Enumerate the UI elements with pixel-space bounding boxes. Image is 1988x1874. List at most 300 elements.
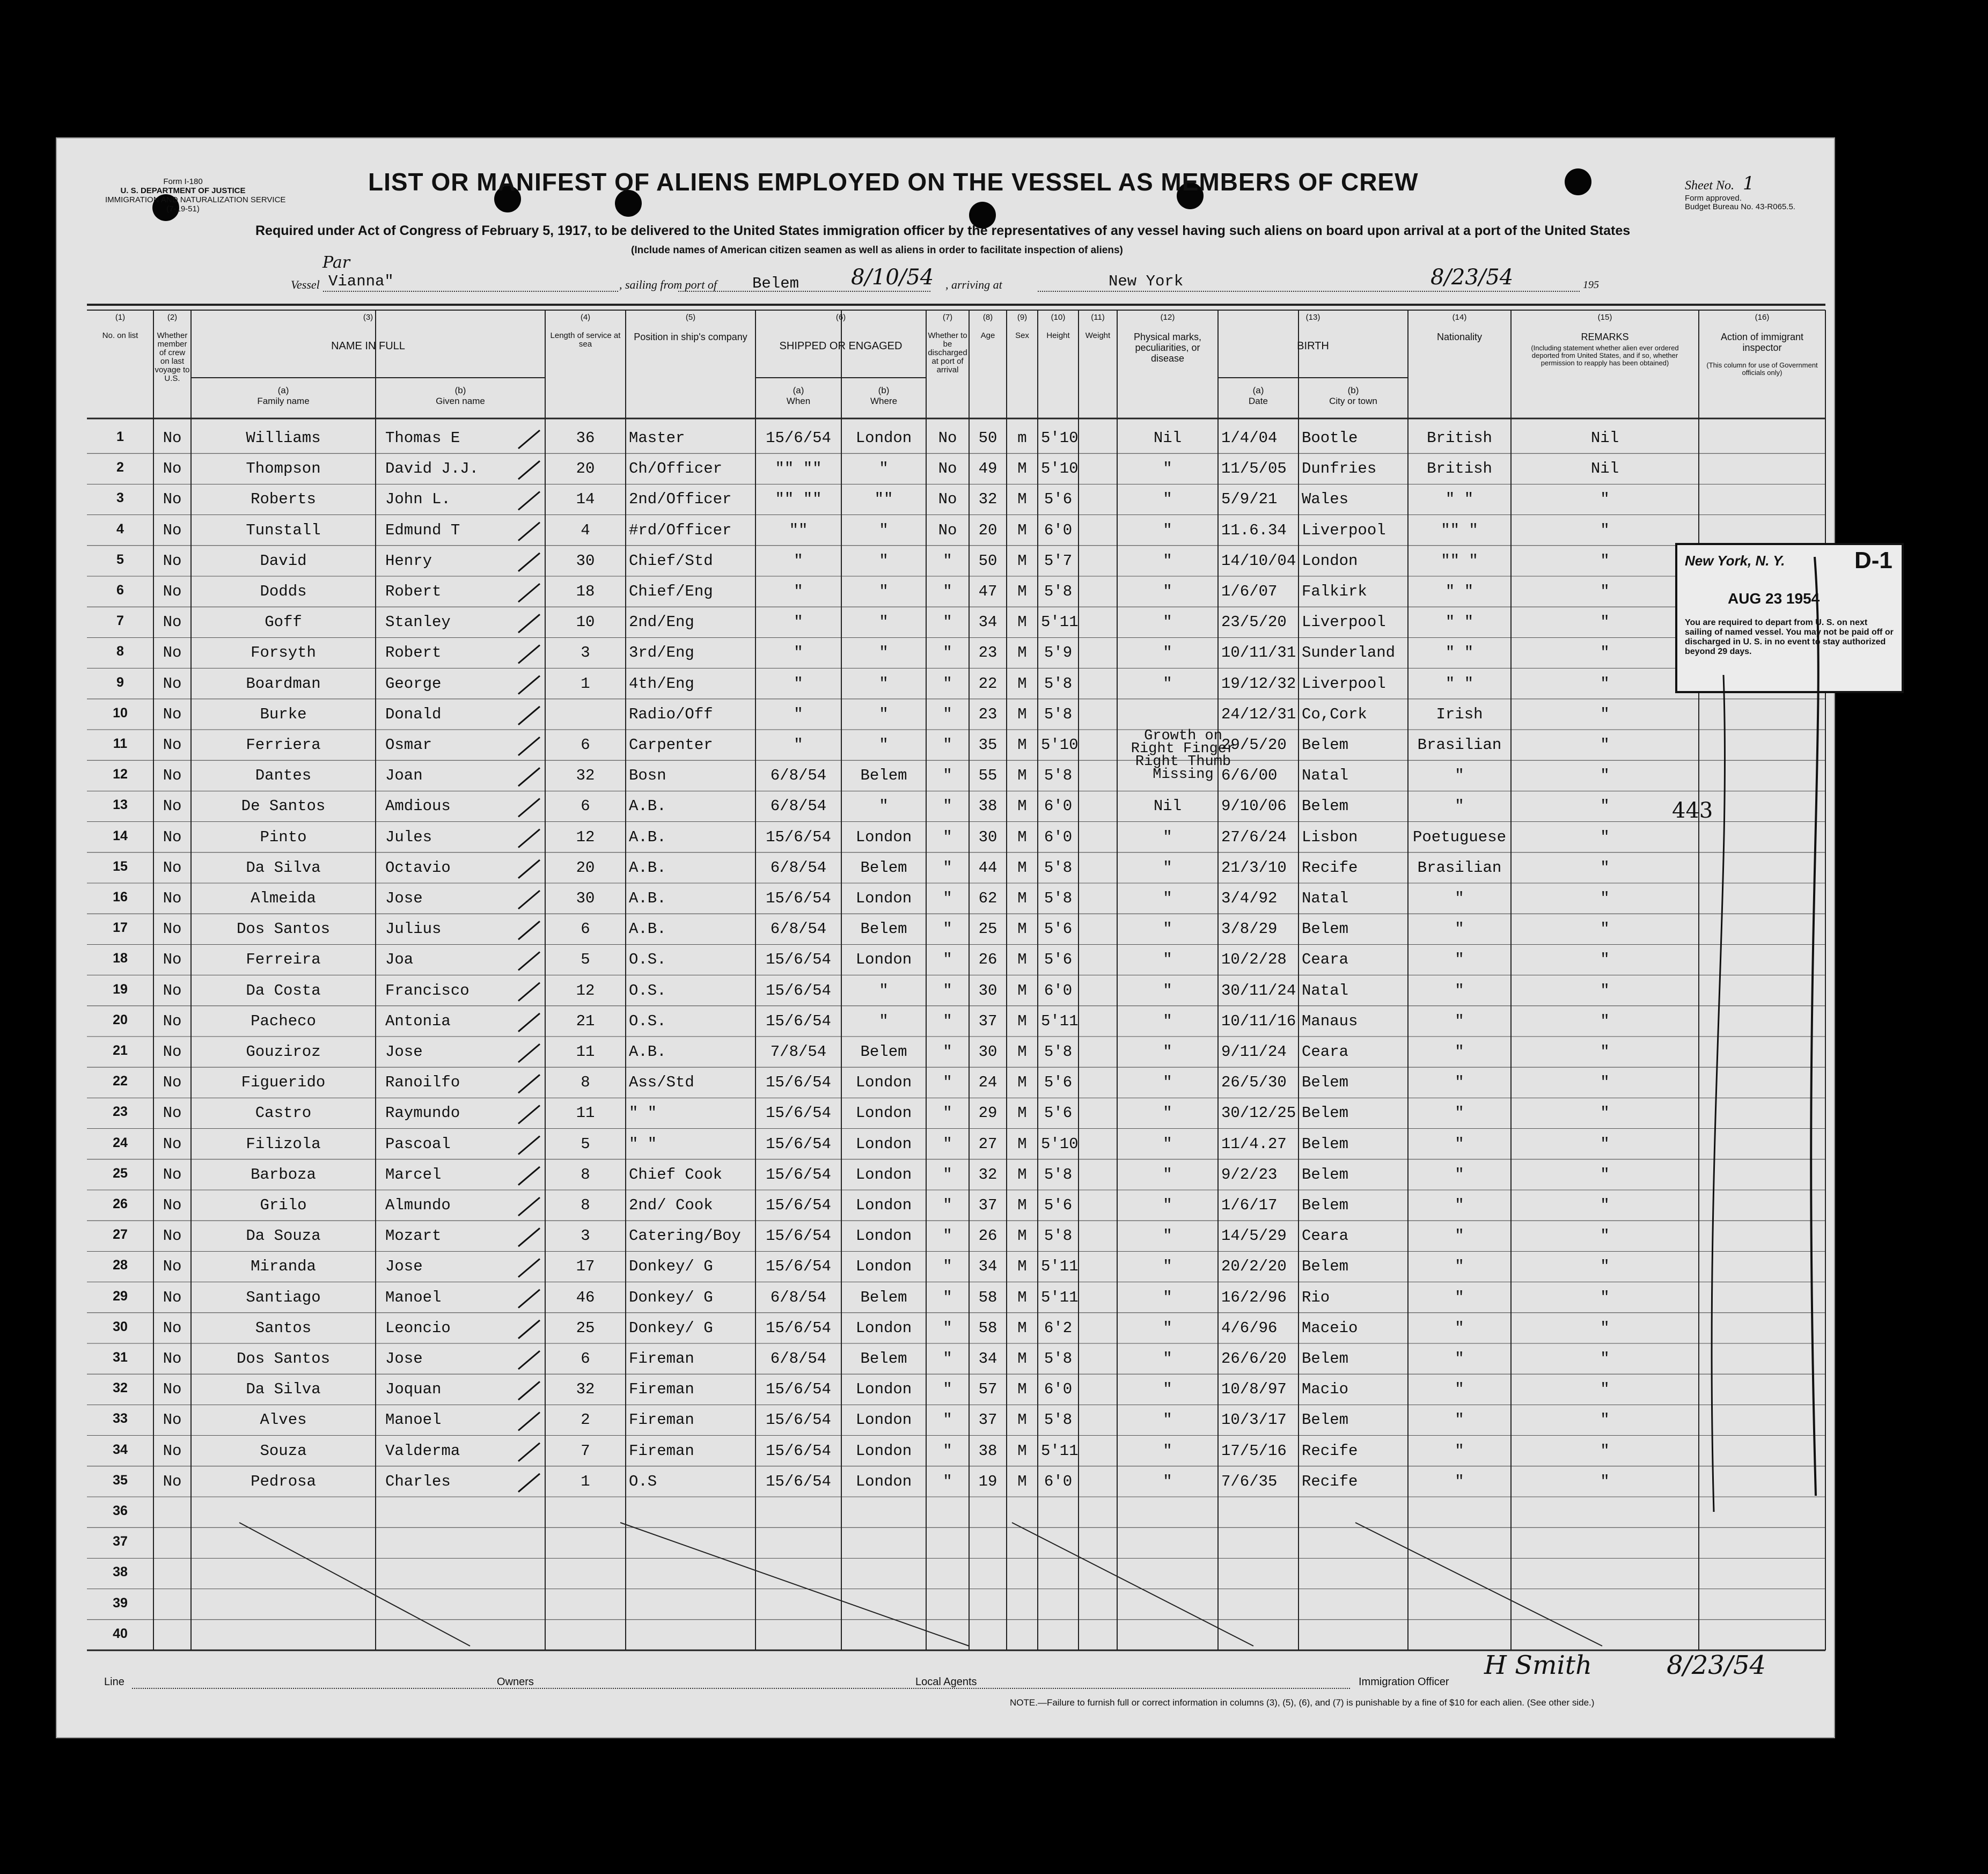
footer-line-label: Line [104,1676,124,1688]
cell-age: 22 [978,674,997,693]
cell-prev: No [163,1411,182,1429]
year-label: 195 [1583,279,1599,291]
cell-sex: M [1017,1227,1027,1245]
cell-bdate: 10/2/28 [1221,951,1287,969]
cell-age: 57 [978,1380,997,1399]
cell-pos: O.S. [629,981,666,1000]
cell-where: London [855,951,912,969]
cell-marks: " [1163,1227,1172,1245]
cell-pos: Fireman [629,1380,694,1399]
cell-ht: 5'9 [1044,644,1073,662]
cell-when: 15/6/54 [766,1411,831,1429]
cell-when: 15/6/54 [766,1319,831,1337]
cell-n: 20 [113,1012,128,1027]
cell-sex: M [1017,1012,1027,1030]
subheader-c3a: (a) Family name [257,385,310,406]
cell-when: 15/6/54 [766,1472,831,1490]
column-12-header: Physical marks, peculiarities, or disease [1133,332,1202,364]
cell-ht: 5'8 [1044,890,1073,907]
cell-marks: " [1163,828,1172,846]
cell-where: London [855,1319,912,1337]
cell-age: 38 [978,797,997,815]
cell-when: " [794,705,803,723]
cell-n: 38 [113,1564,128,1580]
cell-family: Filizola [246,1135,321,1153]
cell-svc: 8 [581,1165,590,1184]
cell-nat: " [1455,1350,1464,1368]
cell-ht: 6'0 [1044,797,1073,815]
cell-when: 6/8/54 [770,1350,827,1368]
cell-ht: 6'0 [1044,828,1073,846]
cell-bcity: Manaus [1302,1012,1358,1030]
cell-family: Castro [255,1104,312,1122]
cell-rem: " [1600,1319,1610,1337]
cell-when: 15/6/54 [766,1104,831,1122]
cell-n: 15 [113,858,128,874]
subheader-c6a: (a) When [786,385,811,406]
cell-prev: No [163,1227,182,1245]
cell-when: 15/6/54 [766,828,831,846]
cell-family: Pinto [260,828,307,846]
cell-age: 34 [978,613,997,631]
cell-marks: " [1163,644,1172,662]
cell-pos: Fireman [629,1411,694,1429]
cell-prev: No [163,429,182,447]
cell-nat: " " [1445,674,1474,693]
cell-bcity: Belem [1302,920,1349,938]
cell-family: Pacheco [251,1012,316,1030]
cell-ht: 5'8 [1044,705,1073,723]
cell-prev: No [163,951,182,969]
cell-svc: 12 [576,828,595,846]
cell-bcity: Belem [1302,1074,1349,1092]
cell-marks: " [1163,613,1172,631]
cell-marks: " [1163,1012,1172,1030]
cell-where: Belem [860,767,907,785]
form-subtitle: Required under Act of Congress of February 5, 1917, to be delivered to the United States immigration officer by the representatives of any vessel having such aliens on board upon arrival at a port of the United States [255,223,1631,238]
cell-rem: " [1600,613,1610,631]
cell-prev: No [163,1043,182,1061]
arriving-port: New York [1109,273,1184,290]
cell-bdate: 11.6.34 [1221,521,1287,539]
cell-nat: " [1455,1196,1464,1214]
cell-dis: " [943,1380,952,1399]
cell-where: London [855,1380,912,1399]
cell-prev: No [163,1258,182,1276]
cell-family: Almeida [251,890,316,907]
cell-age: 37 [978,1196,997,1214]
cell-rem: " [1600,552,1610,570]
cell-rem: " [1600,1074,1610,1092]
cell-sex: M [1017,1442,1027,1460]
column-13-header-num: (13) [1305,313,1321,322]
cell-family: De Santos [241,797,326,815]
cell-given: Donald [385,705,442,723]
manifest-sheet [56,137,1894,1738]
cell-nat: " [1455,1288,1464,1306]
cell-ht: 5'7 [1044,552,1073,570]
cell-dis: " [943,858,952,877]
column-12-header-num: (12) [1160,313,1175,322]
cell-bcity: Belem [1302,1258,1349,1276]
cell-bcity: Belem [1302,736,1349,754]
department-name: U. S. DEPARTMENT OF JUSTICE [120,186,246,195]
column-14-header: Nationality [1436,332,1483,342]
cell-pos: Fireman [629,1350,694,1368]
cell-where: " [879,613,889,631]
cell-bdate: 3/8/29 [1221,920,1278,938]
cell-pos: Ch/Officer [629,460,723,478]
cell-family: Gouziroz [246,1043,321,1061]
cell-prev: No [163,1165,182,1184]
cell-rem: " [1600,1196,1610,1214]
cell-bcity: Recife [1302,1472,1358,1490]
cell-svc: 32 [576,1380,595,1399]
cell-bdate: 26/6/20 [1221,1350,1287,1368]
cell-when: " [794,644,803,662]
cell-marks: " [1163,1472,1172,1490]
cell-svc: 1 [581,674,590,693]
cell-bdate: 10/11/31 [1221,644,1296,662]
cell-svc: 1 [581,1472,590,1490]
cell-pos: Master [629,429,685,447]
cell-family: Da Souza [246,1227,321,1245]
cell-family: Goff [265,613,302,631]
cell-sex: M [1017,1288,1027,1306]
inspector-check-lines [57,138,1836,1739]
cell-sex: M [1017,490,1027,509]
cell-n: 16 [113,890,128,905]
cell-when: 15/6/54 [766,1074,831,1092]
cell-sex: m [1017,429,1027,447]
cell-rem: " [1600,1380,1610,1399]
cell-when: 15/6/54 [766,951,831,969]
cell-bcity: Belem [1302,1411,1349,1429]
cell-n: 18 [113,951,128,966]
cell-where: London [855,429,912,447]
cell-rem: Nil [1590,460,1619,478]
cell-marks: " [1163,1288,1172,1306]
cell-given: Joan [385,767,423,785]
cell-bdate: 17/5/16 [1221,1442,1287,1460]
cell-pos: Carpenter [629,736,713,754]
cell-given: Ranoilfo [385,1074,460,1092]
cell-sex: M [1017,736,1027,754]
cell-age: 47 [978,583,997,600]
cell-sex: M [1017,858,1027,877]
cell-dis: " [943,552,952,570]
cell-nat: " [1455,890,1464,907]
cell-marks: Nil [1153,429,1182,447]
cell-bcity: London [1302,552,1358,570]
cell-when: " [794,613,803,631]
cell-where: " [879,583,889,600]
cell-age: 20 [978,521,997,539]
cell-svc: 5 [581,1135,590,1153]
cell-ht: 5'6 [1044,951,1073,969]
cell-prev: No [163,736,182,754]
cell-dis: " [943,767,952,785]
cell-sex: M [1017,951,1027,969]
column-16-header: Action of immigrant inspector [1720,332,1804,353]
cell-marks: " [1163,858,1172,877]
cell-where: London [855,1472,912,1490]
cell-n: 29 [113,1288,128,1304]
cell-bcity: Liverpool [1302,613,1386,631]
cell-rem: " [1600,1472,1610,1490]
cell-where: " [879,736,889,754]
cell-bdate: 20/2/20 [1221,1258,1287,1276]
cell-given: Marcel [385,1165,442,1184]
column-7-header-num: (7) [942,313,953,322]
cell-n: 37 [113,1534,128,1549]
cell-when: 15/6/54 [766,890,831,907]
cell-where: Belem [860,1043,907,1061]
cell-svc: 30 [576,552,595,570]
cell-sex: M [1017,521,1027,539]
cell-pos: " " [629,1135,657,1153]
cell-dis: " [943,583,952,600]
cell-age: 37 [978,1411,997,1429]
cell-prev: No [163,460,182,478]
footer-note: NOTE.—Failure to furnish full or correct information in columns (3), (5), (6), and (7) is punishable by a fine of $10 for each alien. (See other side.) [1010,1697,1595,1708]
cell-when: "" "" [775,460,822,478]
cell-ht: 5'8 [1044,1227,1073,1245]
cell-dis: " [943,1442,952,1460]
cell-dis: " [943,1350,952,1368]
cell-n: 8 [116,644,124,659]
cell-given: Raymundo [385,1104,460,1122]
cell-pos: A.B. [629,858,666,877]
column-1-header: No. on list [102,331,138,340]
cell-svc: 12 [576,981,595,1000]
cell-n: 12 [113,767,128,782]
cell-bdate: 1/6/07 [1221,583,1278,600]
cell-dis: No [938,521,957,539]
cell-prev: No [163,797,182,815]
cell-dis: No [938,460,957,478]
cell-nat: " [1455,951,1464,969]
cell-where: " [879,552,889,570]
cell-n: 10 [113,705,128,721]
cell-ht: 5'8 [1044,674,1073,693]
cell-pos: O.S. [629,951,666,969]
cell-given: Stanley [385,613,451,631]
cell-where: " [879,644,889,662]
cell-dis: " [943,1165,952,1184]
cell-nat: " " [1445,613,1474,631]
cell-n: 35 [113,1472,128,1488]
cell-age: 38 [978,1442,997,1460]
cell-age: 32 [978,490,997,509]
cell-bdate: 10/11/16 [1221,1012,1296,1030]
cell-n: 21 [113,1043,128,1058]
cell-family: Da Costa [246,981,321,1000]
cell-sex: M [1017,1319,1027,1337]
cell-rem: " [1600,951,1610,969]
cell-prev: No [163,1104,182,1122]
cell-rem: " [1600,1227,1610,1245]
cell-ht: 5'8 [1044,858,1073,877]
cell-when: " [794,552,803,570]
column-11-header: Weight [1085,331,1111,340]
cell-sex: M [1017,1043,1027,1061]
cell-when: 15/6/54 [766,1135,831,1153]
cell-family: Dantes [255,767,312,785]
cell-given: Jose [385,890,423,907]
cell-where: Belem [860,1288,907,1306]
cell-age: 50 [978,429,997,447]
cell-sex: M [1017,1104,1027,1122]
cell-nat: " [1455,1012,1464,1030]
cell-where: London [855,1411,912,1429]
cell-sex: M [1017,1165,1027,1184]
column-15-header-num: (15) [1597,313,1612,322]
cell-bcity: Belem [1302,797,1349,815]
cell-svc: 11 [576,1043,595,1061]
cell-n: 22 [113,1074,128,1089]
cell-pos: Bosn [629,767,666,785]
column-6-header-num: (6) [835,313,846,322]
cell-svc: 36 [576,429,595,447]
cell-svc: 25 [576,1319,595,1337]
cell-family: Burke [260,705,307,723]
cell-bcity: Lisbon [1302,828,1358,846]
cell-sex: M [1017,920,1027,938]
cell-when: 15/6/54 [766,1442,831,1460]
cell-bdate: 10/3/17 [1221,1411,1287,1429]
cell-dis: " [943,1135,952,1153]
cell-marks: " [1163,1165,1172,1184]
cell-where: " [879,1012,889,1030]
stamp-date: AUG 23 1954 [1728,590,1820,607]
cell-when: 15/6/54 [766,429,831,447]
cell-age: 34 [978,1350,997,1368]
cell-nat: Brasilian [1417,736,1502,754]
cell-sex: M [1017,1472,1027,1490]
cell-nat: Poetuguese [1412,828,1507,846]
cell-bcity: Maceio [1302,1319,1358,1337]
cell-ht: 5'11 [1041,1258,1079,1276]
cell-pos: 2nd/Eng [629,613,694,631]
cell-nat: Brasilian [1417,858,1502,877]
cell-ht: 5'10 [1041,1135,1079,1153]
cell-svc: 3 [581,1227,590,1245]
cell-svc: 20 [576,460,595,478]
cell-bcity: Belem [1302,1350,1349,1368]
cell-bcity: Rio [1302,1288,1330,1306]
cell-bdate: 24/12/31 [1221,705,1296,723]
cell-svc: 6 [581,736,590,754]
cell-rem: " [1600,521,1610,539]
cell-prev: No [163,644,182,662]
cell-age: 24 [978,1074,997,1092]
column-15-header: REMARKS [1581,332,1629,342]
cell-age: 49 [978,460,997,478]
cell-bdate: 1/6/17 [1221,1196,1278,1214]
cell-bdate: 6/6/00 [1221,767,1278,785]
cell-family: Dos Santos [236,920,331,938]
cell-sex: M [1017,767,1027,785]
cell-when: 6/8/54 [770,920,827,938]
cell-rem: " [1600,858,1610,877]
cell-nat: " [1455,1165,1464,1184]
officer-signature: H Smith [1484,1650,1593,1680]
cell-ht: 6'2 [1044,1319,1073,1337]
subheader-c6b: (b) Where [870,385,898,406]
cell-when: 15/6/54 [766,1227,831,1245]
cell-nat: "" " [1441,521,1478,539]
form-subnote: (Include names of American citizen seamen as well as aliens in order to facilitate inspection of aliens) [631,245,1123,256]
cell-dis: " [943,1288,952,1306]
cell-marks: " [1163,951,1172,969]
cell-given: Manoel [385,1411,442,1429]
cell-prev: No [163,1442,182,1460]
cell-marks: " [1163,1380,1172,1399]
cell-pos: A.B. [629,797,666,815]
cell-family: Da Silva [246,858,321,877]
cell-prev: No [163,890,182,907]
cell-sex: M [1017,583,1027,600]
cell-dis: " [943,736,952,754]
cell-prev: No [163,490,182,509]
cell-n: 17 [113,920,128,936]
cell-svc: 6 [581,797,590,815]
sailing-port: Belem [752,275,799,292]
cell-when: "" [789,521,808,539]
cell-nat: " [1455,1074,1464,1092]
cell-marks: " [1163,1196,1172,1214]
column-15-note: (Including statement whether alien ever ordered deported from United States, and if so, whether permission to reapply has been obtained) [1531,344,1679,367]
cell-dis: " [943,797,952,815]
cell-nat: " [1455,1380,1464,1399]
cell-n: 2 [116,460,124,475]
cell-when: " [794,674,803,693]
cell-age: 23 [978,705,997,723]
cell-rem: " [1600,1288,1610,1306]
cell-ht: 5'11 [1041,1012,1079,1030]
inspector-count: 443 [1672,798,1713,823]
cell-when: 6/8/54 [770,797,827,815]
cell-n: 33 [113,1411,128,1427]
cell-bcity: Dunfries [1302,460,1377,478]
cell-sex: M [1017,1074,1027,1092]
cell-dis: " [943,920,952,938]
cell-sex: M [1017,890,1027,907]
cell-ht: 5'6 [1044,490,1073,509]
cell-n: 5 [116,552,124,567]
cell-ht: 6'0 [1044,981,1073,1000]
cell-n: 26 [113,1196,128,1211]
cell-pos: A.B. [629,1043,666,1061]
column-5-header: Position in ship's company [634,332,747,342]
cell-prev: No [163,981,182,1000]
cell-svc: 8 [581,1196,590,1214]
cell-svc: 32 [576,767,595,785]
cell-age: 26 [978,1227,997,1245]
cell-rem: " [1600,705,1610,723]
cell-sex: M [1017,552,1027,570]
cell-when: "" "" [775,490,822,509]
cell-marks: " [1163,583,1172,600]
cell-given: Valderma [385,1442,460,1460]
cell-ht: 5'11 [1041,613,1079,631]
cell-bcity: Bootle [1302,429,1358,447]
cell-bdate: 11/4.27 [1221,1135,1287,1153]
cell-age: 30 [978,981,997,1000]
cell-bcity: Belem [1302,1165,1349,1184]
cell-family: Santiago [246,1288,321,1306]
